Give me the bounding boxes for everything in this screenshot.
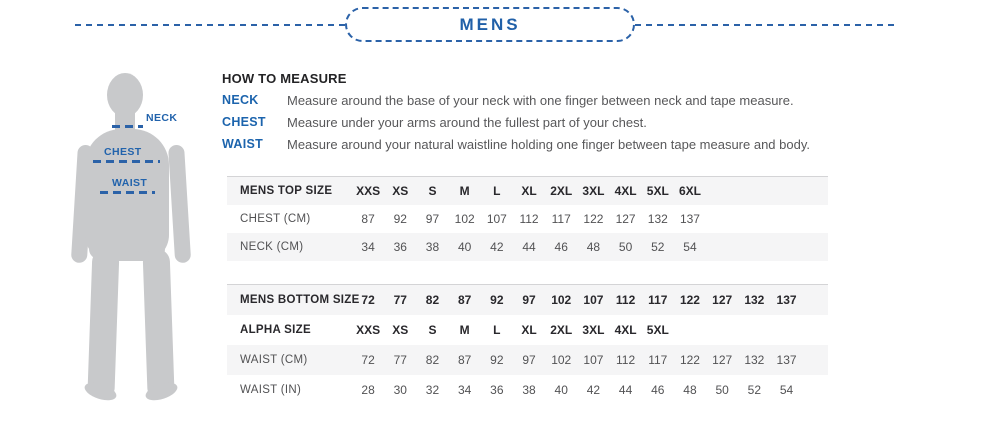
size-cell: 3XL: [582, 323, 605, 337]
silhouette-right-arm: [168, 145, 191, 264]
size-cell: 52: [651, 240, 665, 254]
page-title: MENS: [459, 14, 521, 34]
row-label: MENS BOTTOM SIZE: [240, 294, 360, 306]
size-cell: 107: [583, 293, 604, 307]
table-row: [227, 315, 828, 345]
size-cell: 112: [616, 353, 636, 367]
size-cell: 36: [393, 240, 407, 254]
waist-measure-line-icon: [100, 191, 155, 194]
size-cell: 97: [425, 212, 440, 226]
size-cell: 87: [457, 293, 472, 307]
size-cell: 97: [522, 293, 536, 307]
size-cell: 4XL: [614, 184, 637, 198]
row-label: CHEST (CM): [240, 213, 311, 225]
table-row: [227, 177, 828, 205]
size-cell: 127: [615, 212, 636, 226]
size-cell: 72: [361, 353, 375, 367]
size-cell: 102: [551, 353, 572, 367]
size-cell: 40: [457, 240, 472, 254]
how-to-measure-item: [222, 137, 987, 152]
size-cell: 38: [425, 240, 440, 254]
table-row: [227, 285, 828, 315]
size-cell: 97: [522, 353, 536, 367]
size-cell: 48: [683, 383, 697, 397]
size-cell: 107: [583, 353, 604, 367]
size-cell: 132: [744, 293, 765, 307]
size-cell: 32: [425, 383, 440, 397]
size-cell: 92: [490, 353, 504, 367]
size-cell: 34: [457, 383, 472, 397]
how-to-measure-item: [222, 93, 987, 108]
size-cell: 102: [551, 293, 572, 307]
header-dashed-rule-left: [75, 24, 345, 26]
measure-description: Measure under your arms around the fullest part of your chest.: [287, 115, 647, 130]
size-cell: 5XL: [646, 184, 669, 198]
size-cell: M: [459, 323, 470, 337]
row-label: WAIST (CM): [240, 354, 308, 366]
size-cell: 137: [776, 293, 797, 307]
size-cell: 42: [490, 240, 504, 254]
size-cell: 117: [551, 212, 571, 226]
size-cell: 54: [779, 383, 794, 397]
table-row: [227, 205, 828, 233]
mens-top-size-table: [227, 176, 828, 261]
size-cell: 82: [425, 353, 440, 367]
neck-measure-line-icon: [112, 125, 143, 128]
size-cell: 50: [618, 240, 633, 254]
size-cell: 40: [554, 383, 568, 397]
size-cell: 2XL: [550, 323, 573, 337]
size-cell: 122: [679, 353, 700, 367]
size-cell: 117: [648, 353, 668, 367]
mens-bottom-size-table: [227, 284, 828, 405]
measure-term: WAIST: [222, 137, 264, 151]
size-cell: 38: [522, 383, 536, 397]
size-cell: 82: [425, 293, 440, 307]
neck-measure-label: NECK: [146, 112, 178, 124]
size-cell: 52: [747, 383, 762, 397]
size-cell: 112: [615, 293, 636, 307]
size-cell: 87: [457, 353, 472, 367]
size-cell: 46: [554, 240, 568, 254]
size-cell: XL: [521, 184, 537, 198]
mens-section-badge: [345, 7, 635, 42]
table-row: [227, 375, 828, 405]
size-cell: XXS: [356, 323, 381, 337]
size-cell: XL: [521, 323, 537, 337]
size-cell: 102: [454, 212, 475, 226]
size-cell: 132: [744, 353, 765, 367]
how-to-measure-title: HOW TO MEASURE: [222, 71, 347, 86]
size-cell: 77: [393, 353, 407, 367]
size-cell: 117: [648, 293, 668, 307]
size-cell: XS: [392, 323, 409, 337]
size-cell: 127: [712, 293, 733, 307]
how-to-measure-item: [222, 115, 987, 130]
size-cell: 87: [361, 212, 375, 226]
measure-term: CHEST: [222, 115, 266, 129]
size-cell: 107: [486, 212, 507, 226]
size-cell: 42: [586, 383, 601, 397]
size-cell: 72: [361, 293, 375, 307]
size-cell: 92: [490, 293, 504, 307]
size-cell: 44: [522, 240, 536, 254]
size-cell: M: [459, 184, 470, 198]
size-cell: XS: [392, 184, 409, 198]
size-cell: 36: [490, 383, 504, 397]
size-cell: 5XL: [646, 323, 669, 337]
size-cell: 50: [715, 383, 729, 397]
row-label: MENS TOP SIZE: [240, 185, 333, 197]
size-cell: 46: [651, 383, 665, 397]
size-cell: 92: [393, 212, 407, 226]
size-cell: 4XL: [614, 323, 637, 337]
size-cell: 54: [683, 240, 697, 254]
size-cell: 44: [618, 383, 633, 397]
silhouette-left-leg: [87, 249, 119, 398]
measure-description: Measure around the base of your neck with one finger between neck and tape measure.: [287, 93, 794, 108]
size-cell: 122: [679, 293, 700, 307]
size-cell: XXS: [356, 184, 381, 198]
size-cell: S: [428, 184, 437, 198]
size-cell: L: [493, 184, 501, 198]
measure-description: Measure around your natural waistline holding one finger between tape measure and body.: [287, 137, 810, 152]
chest-measure-line-icon: [93, 160, 160, 163]
row-label: ALPHA SIZE: [240, 324, 311, 336]
header-dashed-rule-right: [635, 24, 897, 26]
size-cell: L: [493, 323, 501, 337]
silhouette-right-leg: [142, 249, 174, 398]
size-cell: 137: [776, 353, 797, 367]
size-cell: 132: [647, 212, 668, 226]
size-cell: 28: [361, 383, 375, 397]
size-cell: 137: [679, 212, 700, 226]
size-cell: 6XL: [678, 184, 701, 198]
size-cell: 2XL: [550, 184, 573, 198]
chest-measure-label: CHEST: [104, 146, 142, 158]
size-cell: 48: [586, 240, 601, 254]
row-label: NECK (CM): [240, 241, 304, 253]
size-cell: 77: [393, 293, 407, 307]
table-row: [227, 345, 828, 375]
size-cell: 112: [519, 212, 539, 226]
waist-measure-label: WAIST: [112, 177, 148, 189]
size-cell: 122: [583, 212, 604, 226]
size-cell: 3XL: [582, 184, 605, 198]
size-cell: 30: [393, 383, 407, 397]
size-cell: S: [428, 323, 437, 337]
measure-term: NECK: [222, 93, 259, 107]
size-cell: 127: [712, 353, 733, 367]
size-cell: 34: [361, 240, 375, 254]
male-body-silhouette: [57, 57, 205, 407]
table-row: [227, 233, 828, 261]
row-label: WAIST (IN): [240, 384, 302, 396]
